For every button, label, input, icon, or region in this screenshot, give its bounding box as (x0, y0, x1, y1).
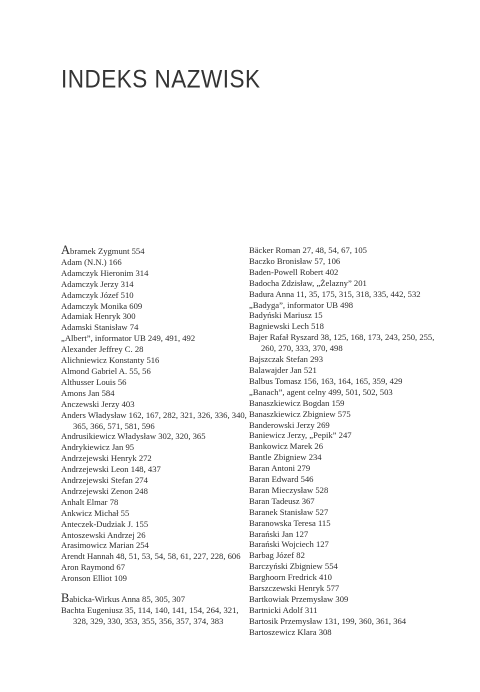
index-entry (249, 616, 445, 627)
entry-name: Althusser Louis (61, 376, 116, 387)
index-entry (61, 530, 253, 541)
entry-name: Banderowski Jerzy (249, 419, 315, 430)
index-entry (249, 550, 445, 561)
entry-name: Baran Mieczysław (249, 484, 314, 495)
entry-pages: 155 (135, 518, 149, 529)
entry-name: Bartosik Przemysław (249, 615, 323, 626)
index-entry (249, 594, 445, 605)
entry-pages: 575 (337, 408, 351, 419)
entry-pages: 609 (129, 300, 143, 311)
entry-pages: 314 (120, 278, 134, 289)
index-entry (249, 365, 445, 376)
entry-name (61, 243, 130, 257)
index-entry (61, 551, 253, 562)
entry-pages: 35, 114, 140, 141, 154, 264, 321, 328, 329, 330, 353, 355, 356, 357, 374, 383 (73, 605, 239, 626)
index-entry (61, 508, 253, 519)
entry-pages: 577 (326, 583, 340, 594)
entry-pages: 67 (116, 562, 125, 573)
index-entry (249, 409, 445, 420)
index-entry (249, 420, 445, 431)
entry-pages: 546 (300, 474, 314, 485)
entry-pages: 26 (314, 441, 323, 452)
entry-pages: 201 (353, 277, 367, 288)
page-title: INDEKS NAZWISK (61, 65, 261, 93)
entry-pages: 521 (303, 364, 317, 375)
entry-name: Arendt Hannah (61, 551, 114, 562)
entry-pages: 308 (318, 626, 332, 637)
entry-pages: 249, 491, 492 (147, 333, 196, 344)
index-entry (249, 430, 445, 441)
entry-pages: 48, 51, 53, 54, 58, 61, 227, 228, 606 (115, 551, 241, 562)
entry-name: Ankwicz Michał (61, 507, 119, 518)
index-entry (249, 496, 445, 507)
entry-name: Bartoszewicz Klara (249, 626, 317, 637)
entry-name: Andrusikiewicz Władysław (61, 431, 157, 442)
entry-name: Anders Władysław (61, 409, 127, 420)
entry-name: Amons Jan (61, 387, 100, 398)
entry-pages: 584 (101, 387, 115, 398)
index-entry (61, 410, 253, 432)
entry-name: Banaszkiewicz Zbigniew (249, 408, 336, 419)
entry-pages: 38, 125, 168, 173, 243, 250, 255, 260, 270, 333, 370, 498 (261, 332, 435, 354)
entry-pages: 510 (120, 289, 134, 300)
index-entry (61, 268, 253, 279)
entry-pages: 314 (135, 267, 149, 278)
entry-pages: 159 (331, 397, 345, 408)
letter-section-gap (61, 584, 253, 593)
index-entry (249, 561, 445, 572)
index-entry (249, 256, 445, 267)
entry-pages: 527 (315, 506, 329, 517)
entry-name: Adamczyk Monika (61, 300, 128, 311)
index-entry (249, 441, 445, 452)
index-entry (61, 605, 253, 627)
index-entry (249, 605, 445, 616)
entry-pages: 95 (125, 442, 135, 453)
index-entry (249, 310, 445, 321)
index-entry (249, 583, 445, 594)
index-entry (61, 453, 253, 464)
index-entry (249, 289, 445, 300)
index-entry (61, 399, 253, 410)
index-entry (61, 431, 253, 442)
index-column-right (249, 245, 445, 638)
entry-name: Andrykiewicz Jan (61, 442, 124, 453)
entry-pages: 403 (121, 398, 135, 409)
entry-name-rest: bramek Zygmunt (70, 246, 130, 256)
index-entry (249, 474, 445, 485)
index-entry (249, 245, 445, 256)
entry-name: „Banach”, agent celny (249, 386, 327, 397)
index-entry (249, 354, 445, 365)
entry-name: Balawajder Jan (249, 364, 302, 375)
entry-name: Banaszkiewicz Bogdan (249, 397, 330, 408)
index-entry (249, 267, 445, 278)
entry-name: Anhalt Elmar (61, 496, 108, 507)
entry-pages: 269 (316, 419, 330, 430)
entry-pages: 309 (335, 594, 349, 604)
entry-name: Alichniewicz Konstanty (61, 355, 145, 366)
index-entry (249, 452, 445, 463)
index-entry (61, 593, 253, 605)
entry-name: Barczyński Zbigniew (249, 561, 323, 572)
entry-pages: 55 (120, 507, 130, 518)
index-entry (61, 366, 253, 377)
entry-name: Alexander Jeffrey C. (61, 344, 133, 355)
entry-pages: 402 (325, 266, 339, 277)
entry-pages: 254 (135, 540, 149, 551)
index-entry (61, 442, 253, 453)
entry-pages: 85, 305, 307 (142, 594, 185, 605)
entry-name: Badocha Zdzisław, „Żelazny” (249, 277, 352, 288)
entry-pages: 302, 320, 365 (158, 431, 206, 442)
index-entry (61, 257, 253, 268)
index-entry (61, 355, 253, 366)
index-entry (249, 539, 445, 550)
entry-pages: 234 (308, 452, 322, 463)
entry-name: Baczko Bronisław (249, 255, 313, 266)
section-initial: A (61, 243, 71, 257)
entry-name: Baranowska Teresa (249, 517, 316, 528)
entry-name: Arasimowicz Marian (61, 540, 134, 551)
index-entry (61, 377, 253, 388)
index-entry (249, 278, 445, 289)
entry-name (61, 591, 140, 606)
entry-pages: 57, 106 (314, 255, 341, 266)
index-entry (249, 529, 445, 540)
index-entry (61, 464, 253, 475)
entry-pages: 28 (134, 344, 144, 355)
entry-pages: 131, 199, 360, 361, 364 (324, 615, 407, 626)
entry-name: Barszczewski Henryk (249, 583, 325, 594)
entry-name: Bagniewski Lech (249, 321, 309, 332)
entry-pages: 498 (340, 299, 354, 310)
index-entry (61, 475, 253, 486)
index-column-left (61, 245, 253, 627)
index-entry (249, 507, 445, 518)
entry-pages: 274 (135, 475, 148, 486)
entry-pages: 248 (135, 485, 148, 496)
entry-name: Aron Raymond (61, 562, 115, 573)
entry-pages: 162, 167, 282, 321, 326, 336, 340, 365, 366, 571, 581, 596 (73, 409, 247, 431)
entry-pages: 26 (136, 529, 146, 540)
entry-name: Anteczek-Dudziak J. (61, 518, 134, 529)
index-entry (249, 572, 445, 583)
entry-name: Andrzejewski Stefan (61, 475, 133, 486)
entry-pages: 15 (313, 310, 323, 321)
entry-name: Baden-Powell Robert (249, 266, 324, 277)
index-entry (61, 311, 253, 322)
index-entry (61, 486, 253, 497)
entry-pages: 311 (304, 604, 318, 615)
entry-pages: 78 (109, 496, 119, 507)
entry-name: Badyński Mariusz (249, 310, 312, 321)
index-entry (61, 388, 253, 399)
entry-pages: 293 (310, 354, 323, 365)
entry-pages: 499, 501, 502, 503 (328, 386, 393, 397)
index-entry (61, 540, 253, 551)
entry-name: Barghoorn Fredrick (249, 572, 317, 583)
entry-name: Baran Edward (249, 474, 299, 485)
section-initial: B (61, 591, 70, 606)
entry-pages: 109 (114, 573, 127, 584)
entry-name: „Albert”, informator UB (61, 333, 146, 344)
entry-name: Baran Tadeusz (249, 495, 300, 506)
index-entry (61, 301, 253, 312)
entry-pages: 27, 48, 54, 67, 105 (302, 245, 367, 255)
entry-pages: 127 (315, 539, 329, 550)
entry-name: Baniewicz Jerzy, „Pepik” (249, 430, 337, 441)
entry-pages: 166 (108, 256, 122, 267)
entry-name: Adam (N.N.) (61, 256, 107, 267)
entry-pages: 74 (129, 322, 139, 333)
entry-pages: 11, 35, 175, 315, 318, 335, 442, 532 (296, 288, 421, 299)
entry-pages: 554 (131, 246, 145, 256)
index-entry (61, 562, 253, 573)
entry-name: Barański Wojciech (249, 539, 314, 550)
entry-name: Bartkowiak Przemysław (249, 594, 334, 604)
entry-pages: 554 (324, 561, 338, 572)
index-entry (249, 398, 445, 409)
entry-pages: 127 (295, 528, 309, 539)
entry-name: Adamczyk Jerzy (61, 278, 119, 289)
entry-name: Aronson Elliot (61, 573, 112, 584)
index-entry (249, 387, 445, 398)
entry-name: Bankowicz Marek (249, 441, 313, 452)
entry-name: Adamski Stanisław (61, 322, 128, 333)
entry-pages: 148, 437 (130, 464, 161, 475)
index-entry (61, 290, 253, 301)
index-entry (61, 344, 253, 355)
entry-name: Baranek Stanisław (249, 506, 314, 517)
entry-name: Baran Antoni (249, 463, 296, 474)
index-entry (61, 245, 253, 257)
index-entry (249, 627, 445, 638)
index-entry (61, 497, 253, 508)
entry-pages: 56 (117, 376, 127, 387)
index-entry (249, 332, 445, 354)
index-entry (249, 321, 445, 332)
entry-name: Bajer Rafał Ryszard (249, 332, 319, 343)
entry-pages: 300 (122, 311, 136, 322)
entry-name: Badura Anna (249, 288, 295, 299)
entry-pages: 279 (297, 463, 311, 474)
entry-name: Bachta Eugeniusz (61, 605, 123, 615)
entry-name: Barański Jan (249, 528, 294, 539)
entry-pages: 518 (311, 321, 324, 332)
entry-pages: 367 (301, 495, 315, 506)
entry-name: Andrzejewski Henryk (61, 453, 137, 464)
entry-name: „Badyga”, informator UB (249, 299, 339, 310)
index-entry (61, 573, 253, 584)
entry-name: Bartnicki Adolf (249, 604, 303, 615)
entry-pages: 115 (317, 517, 331, 528)
entry-pages: 272 (138, 453, 152, 464)
index-entry (249, 300, 445, 311)
index-entry (249, 518, 445, 529)
entry-name: Bäcker Roman (249, 245, 301, 255)
entry-pages: 55, 56 (129, 365, 151, 376)
entry-name: Adamczyk Józef (61, 289, 119, 300)
entry-name: Barbag Józef (249, 550, 295, 561)
entry-name: Andrzejewski Zenon (61, 485, 133, 496)
entry-name: Bajszczak Stefan (249, 354, 308, 365)
index-entry (61, 279, 253, 290)
index-entry (61, 322, 253, 333)
entry-pages: 82 (296, 550, 305, 561)
entry-pages: 247 (338, 430, 352, 441)
entry-name-rest: abicka-Wirkus Anna (69, 594, 140, 605)
entry-name: Anczewski Jerzy (61, 398, 120, 409)
entry-pages: 516 (146, 355, 160, 366)
entry-name: Bantle Zbigniew (249, 452, 307, 463)
entry-pages: 410 (319, 572, 332, 583)
entry-name: Adamiak Henryk (61, 311, 121, 322)
entry-name: Antoszewski Andrzej (61, 529, 135, 540)
index-entry (61, 519, 253, 530)
entry-pages: 156, 163, 164, 165, 359, 429 (303, 375, 403, 386)
index-entry (249, 485, 445, 496)
index-entry (249, 463, 445, 474)
entry-name: Almond Gabriel A. (61, 365, 128, 376)
entry-name: Balbus Tomasz (249, 375, 302, 386)
entry-pages: 528 (315, 484, 329, 495)
index-entry (249, 376, 445, 387)
entry-name: Andrzejewski Leon (61, 464, 129, 475)
entry-name: Adamczyk Hieronim (61, 267, 134, 278)
index-entry (61, 333, 253, 344)
